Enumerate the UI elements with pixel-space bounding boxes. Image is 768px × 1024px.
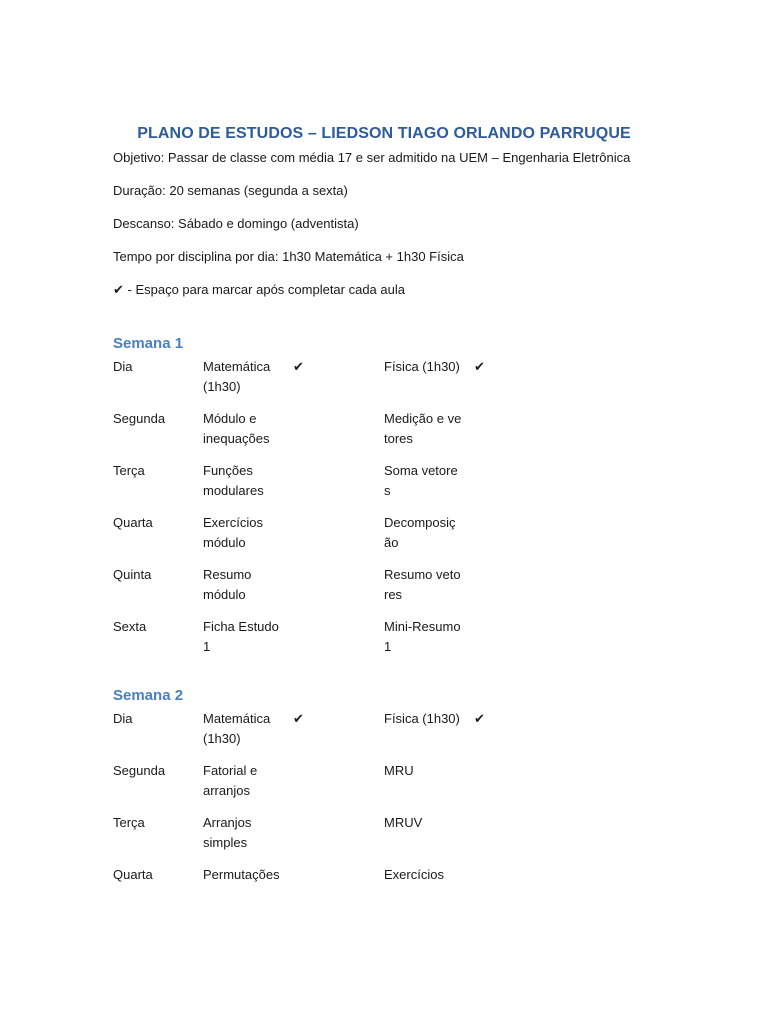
time-per-subject-text: Tempo por disciplina por dia: 1h30 Matemática + 1h30 Física (113, 249, 464, 264)
day-cell: Quarta (113, 515, 153, 530)
checkmark-legend-text: ✔ - Espaço para marcar após completar cada aula (113, 282, 405, 297)
header-day: Dia (113, 711, 133, 726)
header-physics: Física (1h30) (384, 711, 460, 726)
week-heading: Semana 2 (113, 687, 184, 704)
table-row (113, 409, 533, 461)
day-cell: Quarta (113, 867, 153, 882)
math-cell: Fatorial e arranjos (203, 763, 258, 798)
header-physics-check: ✔ (474, 359, 485, 374)
math-cell: Ficha Estudo 1 (203, 619, 279, 654)
math-cell: Resumo módulo (203, 567, 252, 602)
math-cell: Permutações (203, 867, 280, 882)
table-row (113, 761, 533, 813)
duration-text: Duração: 20 semanas (segunda a sexta) (113, 183, 348, 198)
table-row (113, 513, 533, 565)
table-row (113, 617, 533, 669)
math-cell: Funções modulares (203, 463, 264, 498)
header-physics: Física (1h30) (384, 359, 460, 374)
day-cell: Quinta (113, 567, 152, 582)
week-1-table (113, 357, 533, 669)
physics-cell: Exercícios (384, 867, 444, 882)
table-row (113, 865, 533, 917)
day-cell: Terça (113, 463, 145, 478)
physics-cell: Decomposição (384, 515, 456, 550)
physics-cell: Resumo vetores (384, 567, 461, 602)
physics-cell: Mini-Resumo 1 (384, 619, 461, 654)
math-cell: Módulo e inequações (203, 411, 270, 446)
physics-cell: Soma vetores (384, 463, 458, 498)
header-physics-check: ✔ (474, 711, 485, 726)
day-cell: Segunda (113, 411, 166, 426)
table-row (113, 461, 533, 513)
header-math-check: ✔ (293, 711, 304, 726)
week-heading: Semana 1 (113, 335, 184, 352)
physics-cell: MRU (384, 763, 414, 778)
table-header-row (113, 709, 533, 761)
rest-text: Descanso: Sábado e domingo (adventista) (113, 216, 359, 231)
document-title: PLANO DE ESTUDOS – LIEDSON TIAGO ORLANDO PARRUQUE (137, 125, 631, 142)
physics-cell: Medição e vetores (384, 411, 462, 446)
math-cell: Exercícios módulo (203, 515, 263, 550)
day-cell: Segunda (113, 763, 166, 778)
table-row (113, 565, 533, 617)
physics-cell: MRUV (384, 815, 423, 830)
week-2-table (113, 709, 533, 917)
table-row (113, 813, 533, 865)
math-cell: Arranjos simples (203, 815, 252, 850)
header-math: Matemática (1h30) (203, 359, 271, 394)
table-header-row (113, 357, 533, 409)
header-math: Matemática (1h30) (203, 711, 271, 746)
header-math-check: ✔ (293, 359, 304, 374)
day-cell: Terça (113, 815, 145, 830)
header-day: Dia (113, 359, 133, 374)
objective-text: Objetivo: Passar de classe com média 17 e ser admitido na UEM – Engenharia Eletrônica (113, 150, 631, 165)
day-cell: Sexta (113, 619, 147, 634)
